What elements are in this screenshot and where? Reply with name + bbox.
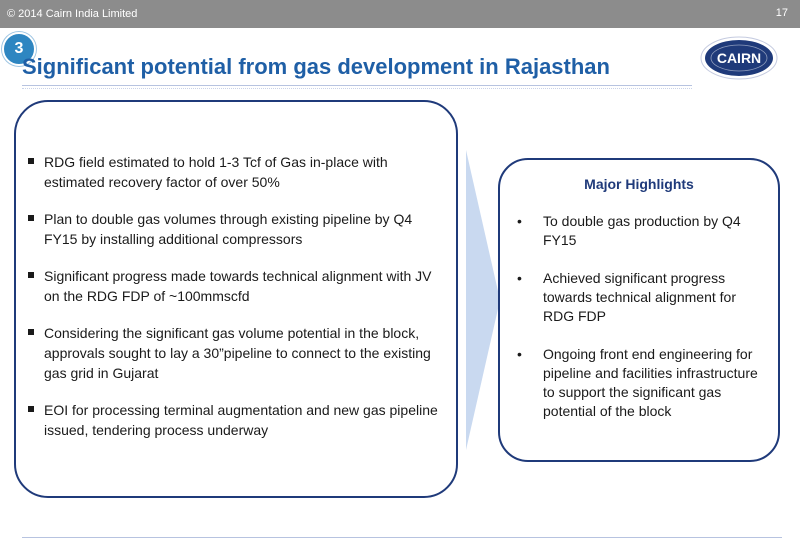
footer-divider	[22, 537, 782, 538]
highlights-heading: Major Highlights	[584, 176, 694, 192]
square-bullet-icon	[28, 272, 34, 278]
arrow-chevron-icon	[466, 150, 500, 450]
key-point-text: RDG field estimated to hold 1-3 Tcf of Gas in-place with estimated recovery factor of over 50%	[44, 154, 388, 190]
highlight-text: Achieved significant progress towards technical alignment for RDG FDP	[543, 270, 736, 324]
bullet-dot-icon: •	[517, 346, 522, 362]
key-point-item	[28, 152, 448, 192]
key-point-item	[28, 323, 448, 383]
key-point-item	[28, 266, 448, 306]
key-point-text: EOI for processing terminal augmentation and new gas pipeline issued, tendering process underway	[44, 402, 438, 438]
key-point-text: Significant progress made towards technical alignment with JV on the RDG FDP of ~100mmscfd	[44, 268, 432, 304]
highlight-item	[516, 345, 766, 421]
square-bullet-icon	[28, 329, 34, 335]
key-point-item	[28, 209, 448, 249]
cairn-logo	[699, 35, 779, 81]
title-divider-dotted	[22, 88, 692, 89]
highlight-item	[516, 269, 766, 326]
highlight-text: Ongoing front end engineering for pipeline and facilities infrastructure to support the significant gas potential of the block	[543, 346, 758, 419]
bullet-dot-icon: •	[517, 213, 522, 229]
square-bullet-icon	[28, 158, 34, 164]
header-bar	[0, 0, 800, 28]
key-point-text: Considering the significant gas volume potential in the block, approvals sought to lay a 30”pipeline to connect to the existing gas grid in Gujarat	[44, 325, 431, 381]
key-point-item	[28, 400, 448, 440]
square-bullet-icon	[28, 406, 34, 412]
square-bullet-icon	[28, 215, 34, 221]
title-divider	[22, 85, 692, 86]
logo-text: CAIRN	[716, 50, 762, 66]
highlight-item	[516, 212, 766, 250]
section-number-badge: 3	[2, 32, 36, 66]
key-point-text: Plan to double gas volumes through existing pipeline by Q4 FY15 by installing additional compressors	[44, 211, 413, 247]
page-number: 17	[775, 7, 788, 19]
slide-title: Significant potential from gas development in Rajasthan	[22, 54, 610, 79]
copyright-text: © 2014 Cairn India Limited	[7, 8, 138, 20]
highlights-list	[516, 212, 766, 440]
bullet-dot-icon: •	[517, 270, 522, 286]
highlight-text: To double gas production by Q4 FY15	[543, 213, 741, 248]
key-points-list	[28, 152, 448, 457]
